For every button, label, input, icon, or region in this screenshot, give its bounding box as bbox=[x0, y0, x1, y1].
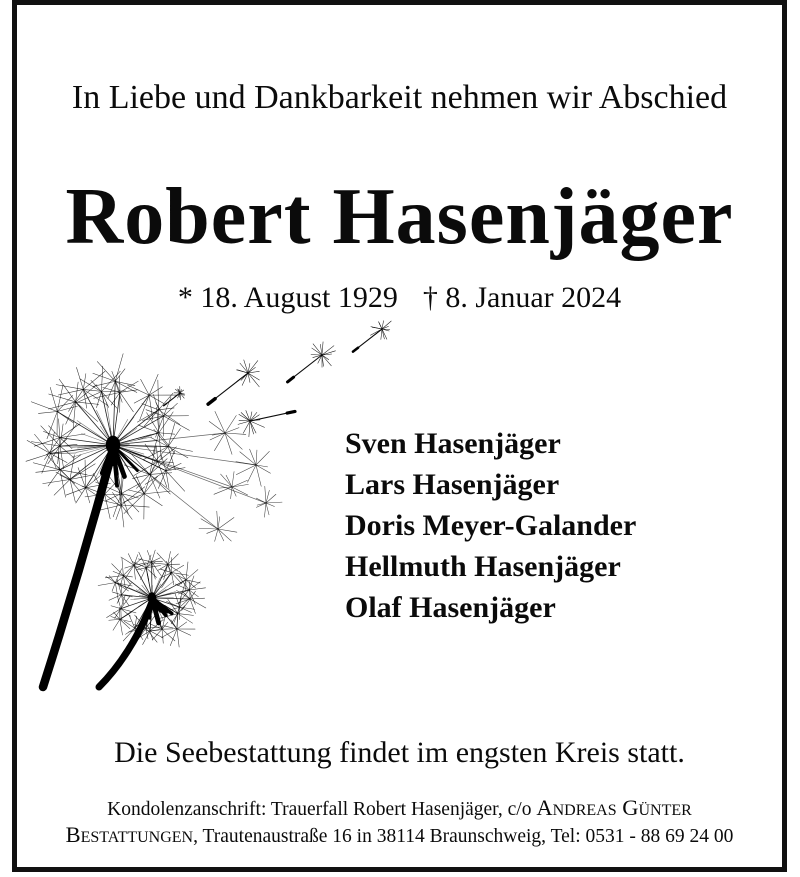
obituary-notice-border bbox=[12, 0, 787, 872]
closing-line: Die Seebestattung findet im engsten Kreis statt. bbox=[114, 736, 685, 769]
condolence-address-prefix: Kondolenzanschrift: Trauerfall Robert Hasenjäger, c/o bbox=[107, 799, 537, 820]
mourners-list bbox=[345, 423, 636, 628]
funeral-home-address: , Trautenaustraße 16 in 38114 Braunschweig, Tel: 0531 - 88 69 24 00 bbox=[193, 826, 734, 847]
death-date: † 8. Januar 2024 bbox=[422, 281, 622, 314]
condolence-address-line1 bbox=[17, 797, 782, 820]
obituary-notice bbox=[17, 5, 782, 867]
birth-date: * 18. August 1929 bbox=[177, 281, 398, 314]
mourner-name: Hellmuth Hasenjäger bbox=[345, 550, 621, 583]
deceased-name: Robert Hasenjäger bbox=[65, 173, 734, 261]
mourner-name: Sven Hasenjäger bbox=[345, 427, 561, 460]
life-dates bbox=[17, 283, 782, 313]
condolence-address-line2 bbox=[17, 824, 782, 847]
intro-line: In Liebe und Dankbarkeit nehmen wir Abschied bbox=[71, 79, 728, 116]
mourner-name: Olaf Hasenjäger bbox=[345, 591, 556, 624]
funeral-home-name-part1: Andreas Günter bbox=[536, 795, 692, 820]
mourner-name: Doris Meyer-Galander bbox=[345, 509, 637, 542]
funeral-home-name-part2: Bestattungen bbox=[65, 822, 194, 847]
mourner-name: Lars Hasenjäger bbox=[345, 468, 560, 501]
